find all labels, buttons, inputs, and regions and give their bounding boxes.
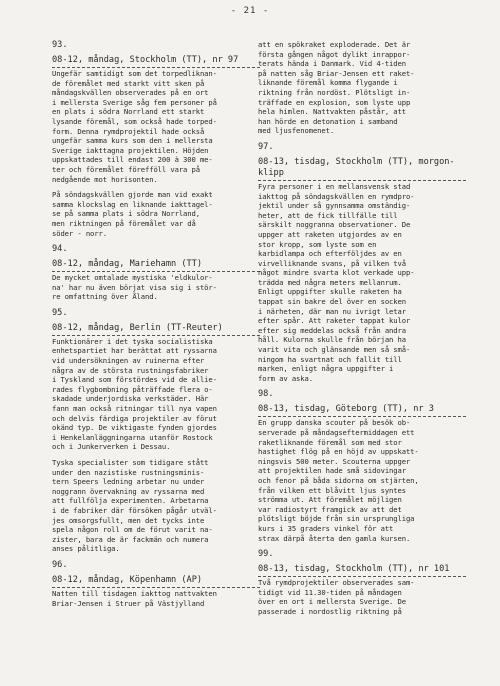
news-entry [258,549,466,616]
entry-heading: 08-13, tisdag, Stockholm (TT), morgon- klipp [258,157,466,181]
entry-number: 94. [52,244,68,255]
news-entry [52,560,260,608]
news-entry [258,40,466,136]
entry-number: 95. [52,307,68,318]
entry-number: 97. [258,141,274,152]
page-number: - 21 - [230,6,270,16]
left-column [52,40,260,614]
entry-paragraph: Natten till tisdagen iakttog nattvakten Briar-Jensen i Struer på Västjylland [52,588,217,608]
entry-heading: 08-12, måndag, Stockholm (TT), nr 97 [52,55,260,68]
entry-number: 99. [258,549,274,560]
entry-paragraph: Fyra personer i en mellansvensk stad iakttog på söndagskvällen en rymdpro- jektil under så gynnsamma omständig- heter, att de fick tillfälle till särskilt noggranna observationer. De uppger att raketen utgjordes av en stor kropp, som lyste som en karbidlampa och efterföljdes av en virvelliknande svans, på vilken två något mindre svarta klot verkade upp- trädda med några meters mellanrum. Enligt uppgifter skulle raketen ha tappat sin bakre del över en socken i närheten, där man nu ivrigt letar efter spår. Att raketer tappat kulor efter sig meddelas också från andra håll. Kulorna skulle från början ha varit vita och glänsande men så små- ningom ha svartnat och fallit till marken, enligt några uppgifter i form av aska. [258,181,415,383]
entry-heading: 08-12, måndag, Berlin (TT-Reuter) [52,323,260,336]
entry-paragraph: att en spökraket exploderade. Det är första gången något dylikt inrappor- terats hända i Danmark. Vid 4-tiden på natten såg Briar-Jensen ett raket- liknande föremål komma flygande i riktning från nordöst. Plötsligt in- träffade en explosion, som lyste upp hela himlen. Nattvakten påstår, att han hörde en detonation i samband med ljusfenomenet. [258,40,415,136]
entry-number: 98. [258,389,274,400]
entry-paragraph: Två rymdprojektiler observerades sam- tidigt vid 11.30-tiden på måndagen över en ort i mellersta Sverige. De passerade i nordostlig riktning på [258,578,415,616]
entry-number: 96. [52,559,68,570]
entry-paragraph: På söndagskvällen gjorde man vid exakt samma klockslag en liknande iakttagel- se på samma plats i södra Norrland, men riktningen på föremålet var då söder - norr. [52,190,213,238]
entry-number: 93. [52,40,68,50]
news-entry [258,142,466,383]
right-column [258,40,466,623]
entry-heading: 08-13, tisdag, Göteborg (TT), nr 3 [258,404,466,417]
entry-heading: 08-12, måndag, Mariehamn (TT) [52,259,260,272]
entry-paragraph: En grupp danska scouter på besök ob- serverade på måndagseftermiddagen ett raketliknande föremål som med stor hastighet flög på en höjd av uppskatt- ningsvis 500 meter. Scouterna uppger att projektilen hade små sidovingar och fenor på båda sidorna om stjärten, från vilken ett blåvitt ljus syntes strömma ut. Att föremålet möjligen var radiostyrt framgick av att det plötsligt böjde från sin ursprungliga kurs i 35 graders vinkel för att strax därpå återta den gamla kursen. [258,418,419,543]
news-entry [52,308,260,554]
entry-paragraph: Ungefär samtidigt som det torpedliknan- de föremålet med starkt vitt sken på måndagskvällen observerades på en ort i mellersta Sverige såg fem personer på en plats i södra Norrland ett starkt lysande föremål, som också hade torped- form. Denna rymdprojektil hade också ungefär samma kurs som den i mellersta Sverige iakttagna projektilen. Höjden uppskattades till endast 200 à 300 me- ter och föremålet förefföll vara på nedgående mot horisonten. [52,69,217,184]
entry-paragraph: Funktionärer i det tyska socialistiska enhetspartiet har berättat att ryssarna vid undersökningen av ruinerna efter några av de största rustningsfabriker i Tyskland som förstördes vid de allie- rades flygbombning påträffade flera o- skadade underjordiska verkstäder. Här fann man också ritningar till nya vapen och delvis färdiga projektiler av förut okänd typ. De viktigaste fynden gjordes i Henkelanläggningarna utanför Rostock och i Junkerverken i Dessau. [52,336,217,452]
entry-heading: 08-12, måndag, Köpenhamn (AP) [52,575,260,588]
news-entry [52,244,260,302]
news-entry [52,40,260,238]
entry-paragraph: Tyska specialister som tidigare stått under den nazistiske rustningsminis- tern Speers ledning arbetar nu under noggrann övervakning av ryssarna med att fullfölja experimenten. Arbetarna i de fabriker där försöken pågår utväl- jes omsorgsfullt, men det tycks inte spela någon roll om de förut varit na- zister, bara de är fackmän och numera anses pålitliga. [52,458,217,554]
entry-heading: 08-13, tisdag, Stockholm (TT), nr 101 [258,564,466,577]
news-entry [258,389,466,543]
entry-paragraph: De mycket omtalade mystiska 'eldkulor- na' har nu även börjat visa sig i stör- re omfattning över Åland. [52,273,217,302]
